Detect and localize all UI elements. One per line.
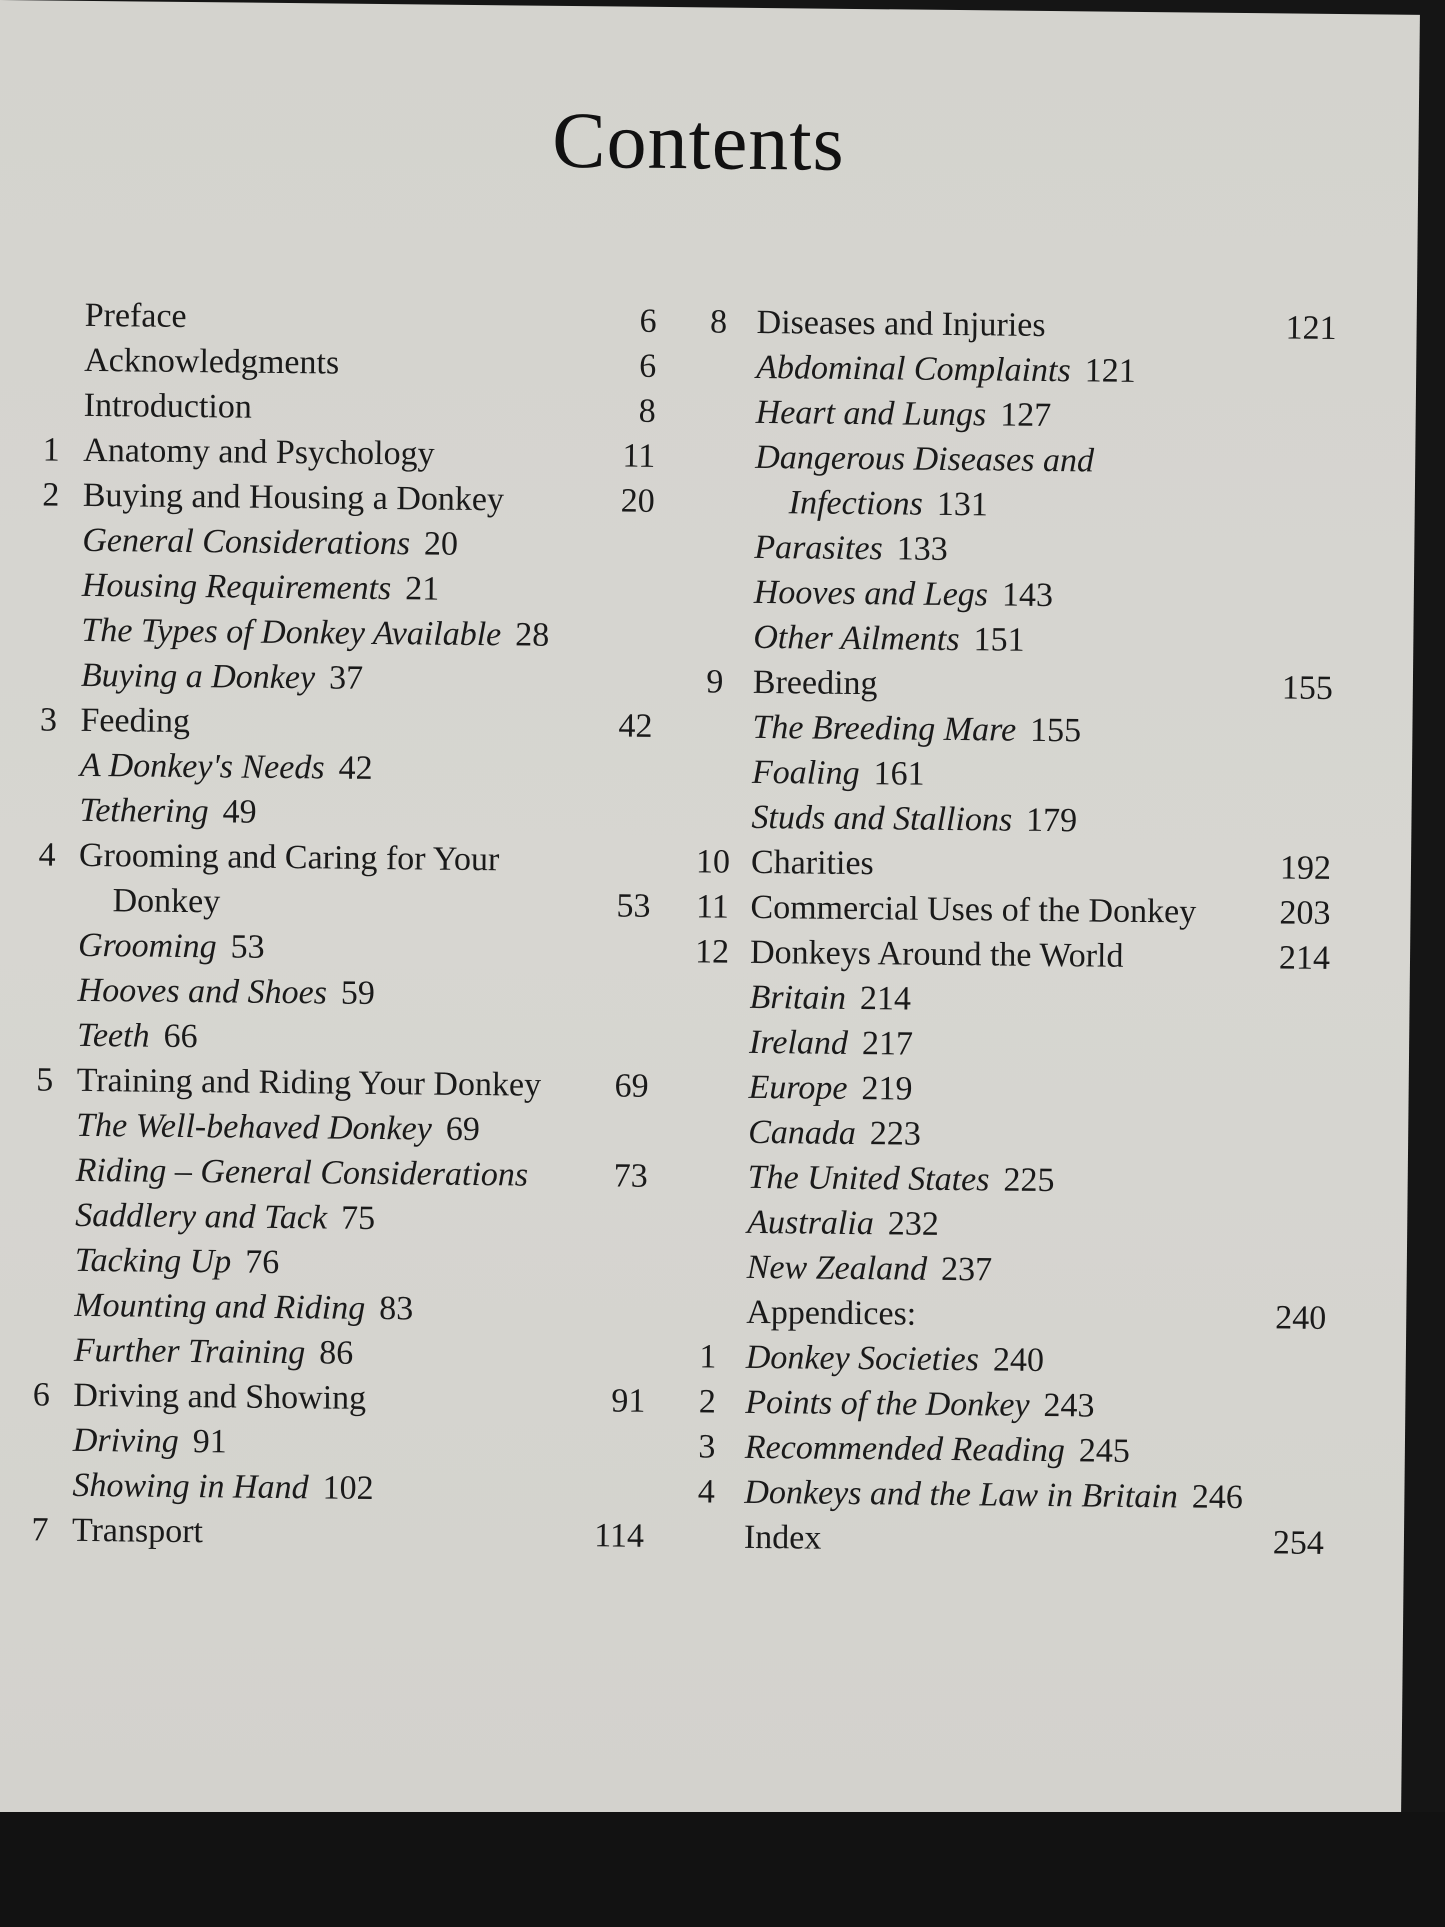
entry-title xyxy=(83,473,505,522)
page-number: 20 xyxy=(620,482,655,520)
chapter-number: 11 xyxy=(695,888,730,926)
page-number: 91 xyxy=(192,1423,227,1461)
entry-title xyxy=(748,1065,912,1112)
entry-title xyxy=(744,1515,822,1561)
entry-title xyxy=(749,975,911,1022)
chapter-number: 8 xyxy=(709,303,728,341)
entry-title-text: Europe xyxy=(748,1068,848,1107)
background-shadow xyxy=(0,1812,1445,1927)
page-number: 121 xyxy=(1084,352,1136,390)
entry-title xyxy=(747,1200,939,1247)
entry-title xyxy=(755,390,1051,438)
toc-entry xyxy=(693,659,1333,711)
entry-title-text: The United States xyxy=(747,1158,990,1199)
page-number: 83 xyxy=(379,1290,414,1328)
entry-title-text: Tethering xyxy=(79,791,209,831)
entry-title-text: Donkey Societies xyxy=(745,1338,980,1379)
entry-title xyxy=(81,653,364,701)
toc-entry xyxy=(694,524,1334,576)
toc-entry xyxy=(685,1379,1325,1431)
entry-title xyxy=(74,1328,354,1376)
entry-title xyxy=(72,1508,203,1554)
entry-title xyxy=(752,705,1081,753)
chapter-number: 10 xyxy=(695,843,731,881)
page-number: 11 xyxy=(622,437,656,475)
entry-title xyxy=(76,1103,480,1152)
page-number: 217 xyxy=(861,1025,914,1063)
toc-entry xyxy=(696,344,1336,396)
entry-title-text: Driving xyxy=(72,1421,179,1460)
toc-entry xyxy=(29,1012,649,1063)
entry-title xyxy=(80,743,373,791)
toc-entry xyxy=(36,337,656,388)
page-number: 76 xyxy=(245,1243,280,1281)
page-number: 240 xyxy=(1275,1299,1327,1337)
chapter-number: 7 xyxy=(31,1511,49,1549)
page-number: 133 xyxy=(896,530,948,568)
page-number: 203 xyxy=(1279,894,1331,932)
toc-entry xyxy=(26,1327,646,1378)
toc-entry xyxy=(692,749,1332,801)
entry-title xyxy=(748,1110,921,1157)
page-number: 131 xyxy=(936,485,989,524)
page-number: 59 xyxy=(340,974,376,1012)
toc-entry xyxy=(33,607,653,658)
page-number: 155 xyxy=(1281,669,1334,707)
toc-entry xyxy=(36,292,656,343)
entry-title-text: Commercial Uses of the Donkey xyxy=(750,888,1197,931)
toc-entry xyxy=(36,382,656,433)
toc-entry xyxy=(687,1199,1327,1251)
entry-title-text: Index xyxy=(743,1518,822,1557)
toc-entry xyxy=(687,1154,1327,1206)
page-number: 69 xyxy=(445,1110,481,1149)
entry-title xyxy=(756,345,1136,394)
entry-title xyxy=(746,1335,1045,1383)
entry-title xyxy=(75,1238,280,1285)
toc-entry xyxy=(24,1462,644,1513)
entry-title-text: Grooming and Caring for Your xyxy=(78,836,500,879)
entry-title xyxy=(751,840,874,886)
entry-title xyxy=(744,1470,1243,1520)
entry-title xyxy=(84,383,253,430)
entry-title xyxy=(755,435,1108,484)
page-number: 127 xyxy=(999,396,1052,435)
chapter-number: 4 xyxy=(38,836,56,874)
page-number: 232 xyxy=(887,1205,940,1243)
chapter-number: 2 xyxy=(698,1383,717,1421)
page-number: 66 xyxy=(163,1017,198,1056)
entry-title-text: Anatomy and Psychology xyxy=(83,431,435,473)
toc-entry xyxy=(688,1064,1328,1116)
entry-title-text: Feeding xyxy=(80,701,191,741)
toc-entry xyxy=(685,1424,1325,1476)
entry-title xyxy=(84,338,339,386)
toc-entry xyxy=(35,472,655,523)
toc-entry xyxy=(28,1057,648,1108)
entry-title xyxy=(73,1373,366,1421)
toc-entry xyxy=(696,299,1336,351)
page-number: 21 xyxy=(405,570,440,608)
toc-entry xyxy=(29,967,649,1018)
entry-title-text: Appendices: xyxy=(746,1293,917,1333)
entry-title xyxy=(752,750,925,797)
page-number: 20 xyxy=(423,525,459,563)
entry-title-text: Breeding xyxy=(752,663,878,703)
toc-entry xyxy=(693,614,1333,666)
entry-title-text: Introduction xyxy=(83,386,253,426)
toc-entry xyxy=(689,1019,1329,1071)
entry-title xyxy=(72,1463,374,1511)
entry-title xyxy=(756,300,1045,348)
entry-title-text: Studs and Stallions xyxy=(751,798,1013,839)
entry-title-text: Saddlery and Tack xyxy=(75,1196,328,1237)
entry-title-text: Buying and Housing a Donkey xyxy=(82,476,505,519)
entry-title-text: New Zealand xyxy=(746,1248,928,1288)
toc-entry xyxy=(690,884,1330,936)
page-title: Contents xyxy=(551,96,846,188)
entry-title xyxy=(78,923,265,970)
toc-entry xyxy=(690,929,1330,981)
entry-title xyxy=(747,1155,1054,1203)
toc-entry xyxy=(27,1192,647,1243)
entry-title-text: Ireland xyxy=(748,1023,849,1062)
page-number: 6 xyxy=(639,347,657,385)
entry-title-text: Grooming xyxy=(77,926,217,966)
toc-entry xyxy=(684,1514,1324,1566)
page-number: 245 xyxy=(1078,1432,1131,1470)
entry-title-text: Donkey xyxy=(112,882,221,921)
page-number: 143 xyxy=(1001,576,1054,615)
page-number: 246 xyxy=(1191,1478,1244,1517)
chapter-number: 6 xyxy=(32,1376,51,1414)
page-number: 69 xyxy=(614,1067,649,1105)
toc-entry xyxy=(32,697,652,748)
chapter-number: 2 xyxy=(42,476,60,514)
entry-title xyxy=(84,293,186,339)
entry-title-text: Hooves and Legs xyxy=(753,573,989,614)
page-number: 192 xyxy=(1279,849,1332,887)
entry-title-text: Diseases and Injuries xyxy=(756,303,1046,344)
page-number: 223 xyxy=(869,1115,922,1153)
toc-entry xyxy=(691,794,1331,846)
page-number: 237 xyxy=(940,1250,993,1289)
entry-title xyxy=(80,698,190,744)
toc-entry xyxy=(27,1237,647,1288)
entry-title-text: Showing in Hand xyxy=(72,1466,309,1507)
entry-title-text: Tacking Up xyxy=(74,1241,232,1281)
toc-entry xyxy=(686,1289,1326,1341)
page-number: 225 xyxy=(1003,1161,1055,1200)
toc-entry xyxy=(33,652,653,703)
page-number: 214 xyxy=(859,980,912,1018)
page-number: 91 xyxy=(611,1382,646,1420)
toc-entry xyxy=(695,389,1335,441)
entry-title-text: Abdominal Complaints xyxy=(756,348,1071,390)
toc-entry xyxy=(687,1244,1327,1296)
entry-title-text: Foaling xyxy=(751,753,860,793)
entry-title-text: Charities xyxy=(750,843,874,883)
entry-title xyxy=(750,885,1196,935)
page-number: 73 xyxy=(613,1157,648,1195)
toc-entry xyxy=(25,1372,645,1423)
page-number: 240 xyxy=(992,1341,1045,1380)
entry-title-text: Canada xyxy=(747,1113,857,1153)
entry-title-text: Riding – General Considerations xyxy=(75,1151,529,1194)
entry-title-text: Donkeys and the Law in Britain xyxy=(744,1473,1179,1516)
page-number: 37 xyxy=(328,659,364,697)
toc-entry xyxy=(25,1417,645,1468)
page-number: 102 xyxy=(322,1469,374,1507)
toc-entry xyxy=(684,1469,1324,1521)
toc-entry xyxy=(686,1334,1326,1386)
toc-entry xyxy=(30,877,650,928)
entry-title xyxy=(750,930,1124,979)
page-number: 161 xyxy=(873,755,925,793)
toc-entry xyxy=(692,704,1332,756)
entry-title-text: Mounting and Riding xyxy=(74,1286,366,1327)
chapter-number: 9 xyxy=(706,663,724,701)
toc-entry xyxy=(28,1102,648,1153)
contents-left-column xyxy=(24,292,657,1558)
page-number: 6 xyxy=(639,302,657,340)
toc-entry xyxy=(28,1147,648,1198)
entry-title-text: Britain xyxy=(749,978,847,1017)
page-number: 53 xyxy=(616,887,651,925)
page-number: 49 xyxy=(222,793,257,831)
entry-title xyxy=(79,833,500,882)
entry-title-text: Driving and Showing xyxy=(73,1376,367,1417)
page-number: 219 xyxy=(861,1070,913,1108)
entry-title xyxy=(75,1193,375,1241)
entry-title xyxy=(753,615,1025,663)
contents-right-column xyxy=(684,299,1337,1566)
entry-title-text: Australia xyxy=(747,1203,875,1243)
page-number: 75 xyxy=(340,1199,376,1237)
entry-title xyxy=(82,518,458,567)
entry-title-text: Donkeys Around the World xyxy=(749,933,1124,975)
page-number: 86 xyxy=(319,1334,354,1372)
entry-title-text: Heart and Lungs xyxy=(755,393,987,434)
entry-title-text: Preface xyxy=(84,296,187,335)
entry-title xyxy=(749,1020,913,1067)
chapter-number: 5 xyxy=(35,1061,54,1099)
toc-entry xyxy=(24,1507,644,1558)
entry-title-text: Acknowledgments xyxy=(84,341,340,382)
page-number: 8 xyxy=(638,392,656,430)
entry-title xyxy=(83,428,435,477)
page-number: 53 xyxy=(230,928,265,966)
entry-title xyxy=(81,608,549,658)
entry-title xyxy=(74,1283,413,1332)
toc-entry xyxy=(34,517,654,568)
entry-title xyxy=(76,1148,529,1198)
entry-title xyxy=(76,1058,541,1108)
entry-title-text: Transport xyxy=(71,1511,204,1551)
entry-title xyxy=(746,1290,916,1337)
entry-title-text: Buying a Donkey xyxy=(80,656,316,697)
entry-title-text: Housing Requirements xyxy=(81,566,392,608)
page-number: 121 xyxy=(1285,309,1337,348)
chapter-number: 3 xyxy=(39,701,58,739)
entry-title xyxy=(789,480,989,527)
page-number: 155 xyxy=(1029,711,1082,750)
toc-entry xyxy=(695,479,1335,531)
page-number: 243 xyxy=(1043,1387,1095,1425)
entry-title-text: Points of the Donkey xyxy=(745,1383,1030,1424)
entry-title-text: The Types of Donkey Available xyxy=(81,611,502,654)
page-number: 114 xyxy=(594,1517,645,1555)
chapter-number: 12 xyxy=(694,933,730,971)
entry-title-text: The Well-behaved Donkey xyxy=(76,1106,433,1148)
entry-title xyxy=(751,795,1077,843)
entry-title-text: Hooves and Shoes xyxy=(77,971,328,1012)
entry-title xyxy=(753,660,878,706)
entry-title-text: Teeth xyxy=(76,1016,150,1055)
entry-title-text: Parasites xyxy=(754,528,883,568)
entry-title-text: A Donkey's Needs xyxy=(79,746,325,787)
entry-title xyxy=(82,563,440,612)
chapter-number: 1 xyxy=(699,1338,717,1376)
toc-entry xyxy=(695,434,1335,486)
page-number: 151 xyxy=(973,621,1025,659)
toc-entry xyxy=(689,974,1329,1026)
entry-title-text: Training and Riding Your Donkey xyxy=(76,1061,542,1104)
page-number: 214 xyxy=(1278,939,1331,977)
toc-entry xyxy=(31,787,651,838)
entry-title xyxy=(77,1013,198,1059)
toc-entry xyxy=(30,922,650,973)
entry-title-text: Recommended Reading xyxy=(744,1428,1066,1470)
entry-title xyxy=(745,1425,1130,1474)
toc-entry xyxy=(32,742,652,793)
entry-title xyxy=(112,878,220,924)
entry-title xyxy=(754,525,948,572)
toc-entry xyxy=(691,839,1331,891)
entry-title-text: The Breeding Mare xyxy=(752,708,1017,749)
chapter-number: 4 xyxy=(697,1473,716,1511)
entry-title-text: Further Training xyxy=(73,1331,306,1372)
page-number: 42 xyxy=(338,749,373,787)
chapter-number: 3 xyxy=(698,1428,716,1466)
entry-title xyxy=(77,968,375,1016)
toc-entry xyxy=(26,1282,646,1333)
entry-title xyxy=(745,1380,1095,1429)
toc-entry xyxy=(34,562,654,613)
entry-title xyxy=(73,1418,227,1465)
toc-entry xyxy=(694,569,1334,621)
entry-title-text: Dangerous Diseases and xyxy=(755,438,1095,480)
entry-title xyxy=(754,570,1054,618)
page-number: 42 xyxy=(618,707,653,745)
entry-title-text: Infections xyxy=(788,484,924,523)
entry-title-text: General Considerations xyxy=(82,521,411,563)
toc-entry xyxy=(35,427,655,478)
entry-title xyxy=(79,788,257,835)
chapter-number: 1 xyxy=(42,431,60,469)
toc-entry xyxy=(688,1109,1328,1161)
page-number: 28 xyxy=(515,616,550,654)
page-number: 254 xyxy=(1272,1524,1325,1562)
toc-entry xyxy=(31,832,651,883)
entry-title xyxy=(747,1245,993,1293)
entry-title-text: Other Ailments xyxy=(753,618,960,659)
page-number: 179 xyxy=(1025,801,1078,840)
